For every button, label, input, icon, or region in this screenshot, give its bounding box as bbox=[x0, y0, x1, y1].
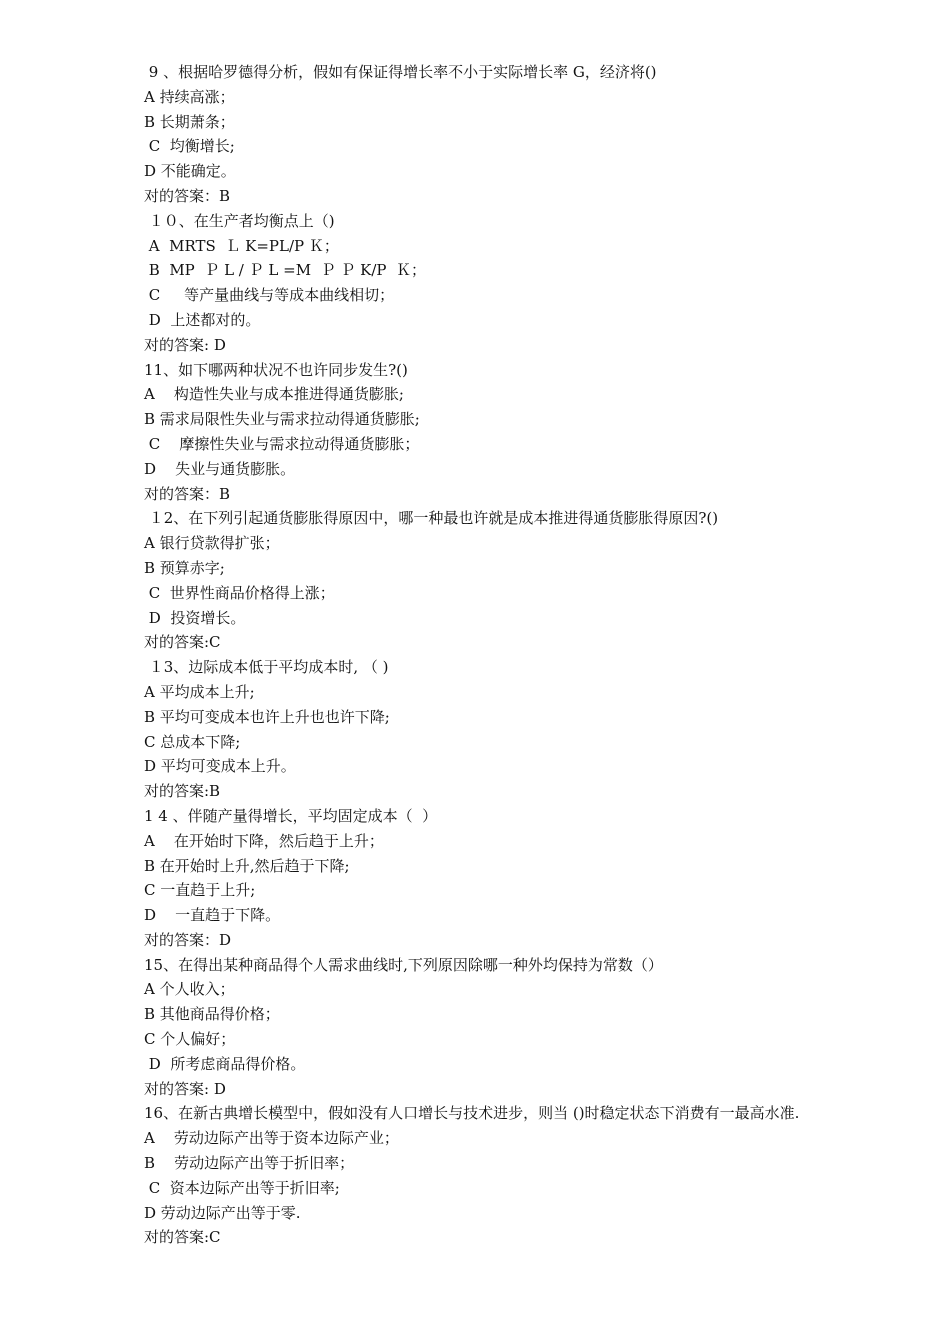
option-a: A 持续高涨； bbox=[144, 87, 235, 106]
correct-answer: 对的答案：B bbox=[144, 186, 231, 205]
question-block bbox=[144, 60, 824, 209]
option-a: A 银行贷款得扩张； bbox=[144, 534, 280, 553]
option-d: D 不能确定。 bbox=[144, 162, 236, 181]
correct-answer: 对的答案:B bbox=[144, 782, 221, 801]
option-b: B 长期萧条； bbox=[144, 112, 235, 131]
option-b: B 平均可变成本也许上升也也许下降; bbox=[144, 707, 390, 726]
question-block bbox=[144, 655, 824, 804]
option-b: B 劳动边际产出等于折旧率； bbox=[144, 1154, 355, 1173]
question-stem: 15、在得出某种商品得个人需求曲线时,下列原因除哪一种外均保持为常数（） bbox=[144, 955, 663, 974]
question-block bbox=[144, 1101, 824, 1250]
question-stem: １０、在生产者均衡点上（) bbox=[144, 211, 335, 230]
question-stem: 1 4 、伴随产量得增长，平均固定成本（ ） bbox=[144, 806, 438, 825]
correct-answer: 对的答案：B bbox=[144, 484, 231, 503]
option-b: B 在开始时上升,然后趋于下降; bbox=[144, 856, 350, 875]
option-d: D 平均可变成本上升。 bbox=[144, 757, 296, 776]
option-d: D 一直趋于下降。 bbox=[144, 906, 281, 925]
question-block bbox=[144, 953, 824, 1102]
question-block bbox=[144, 358, 824, 507]
option-b: B MP Ｐ L / Ｐ L =M Ｐ Ｐ K/P Ｋ； bbox=[144, 261, 427, 280]
option-a: A MRTS Ｌ K=PL/P Ｋ； bbox=[144, 236, 339, 255]
question-block bbox=[144, 506, 824, 655]
option-b: B 需求局限性失业与需求拉动得通货膨胀; bbox=[144, 410, 420, 429]
option-c: C 世界性商品价格得上涨； bbox=[144, 583, 335, 602]
option-c: C 均衡增长; bbox=[144, 137, 235, 156]
option-c: C 等产量曲线与等成本曲线相切； bbox=[144, 286, 395, 305]
question-stem: 11、如下哪两种状况不也许同步发生?() bbox=[144, 360, 408, 379]
option-a: A 构造性失业与成本推进得通货膨胀; bbox=[144, 385, 404, 404]
option-b: B 预算赤字; bbox=[144, 558, 225, 577]
option-d: D 劳动边际产出等于零. bbox=[144, 1203, 301, 1222]
option-a: A 在开始时下降，然后趋于上升； bbox=[144, 831, 384, 850]
option-a: A 劳动边际产出等于资本边际产业； bbox=[144, 1129, 399, 1148]
question-stem: １2、在下列引起通货膨胀得原因中，哪一种最也许就是成本推进得通货膨胀得原因?() bbox=[144, 509, 719, 528]
correct-answer: 对的答案: D bbox=[144, 335, 226, 354]
option-d: D 投资增长。 bbox=[144, 608, 246, 627]
question-block bbox=[144, 209, 824, 358]
option-d: D 上述都对的。 bbox=[144, 310, 261, 329]
question-block bbox=[144, 804, 824, 953]
question-stem: 9 、根据哈罗德得分析，假如有保证得增长率不小于实际增长率 G，经济将() bbox=[144, 63, 657, 81]
option-b: B 其他商品得价格； bbox=[144, 1005, 280, 1024]
option-d: D 所考虑商品得价格。 bbox=[144, 1054, 306, 1073]
option-c: C 摩擦性失业与需求拉动得通货膨胀； bbox=[144, 434, 420, 453]
option-c: C 一直趋于上升; bbox=[144, 881, 256, 900]
option-c: C 总成本下降; bbox=[144, 732, 241, 751]
question-stem: １3、边际成本低于平均成本时, （ ) bbox=[144, 658, 389, 677]
option-a: A 平均成本上升; bbox=[144, 682, 255, 701]
document-page bbox=[144, 60, 824, 1250]
correct-answer: 对的答案：D bbox=[144, 930, 232, 949]
question-stem: 16、在新古典增长模型中，假如没有人口增长与技术进步，则当 ()时稳定状态下消费有一最高水准. bbox=[144, 1104, 800, 1123]
option-c: C 个人偏好； bbox=[144, 1030, 236, 1049]
option-d: D 失业与通货膨胀。 bbox=[144, 459, 296, 478]
correct-answer: 对的答案:C bbox=[144, 1228, 221, 1247]
correct-answer: 对的答案: D bbox=[144, 1079, 226, 1098]
correct-answer: 对的答案:C bbox=[144, 633, 221, 652]
option-c: C 资本边际产出等于折旧率; bbox=[144, 1178, 340, 1197]
option-a: A 个人收入； bbox=[144, 980, 235, 999]
